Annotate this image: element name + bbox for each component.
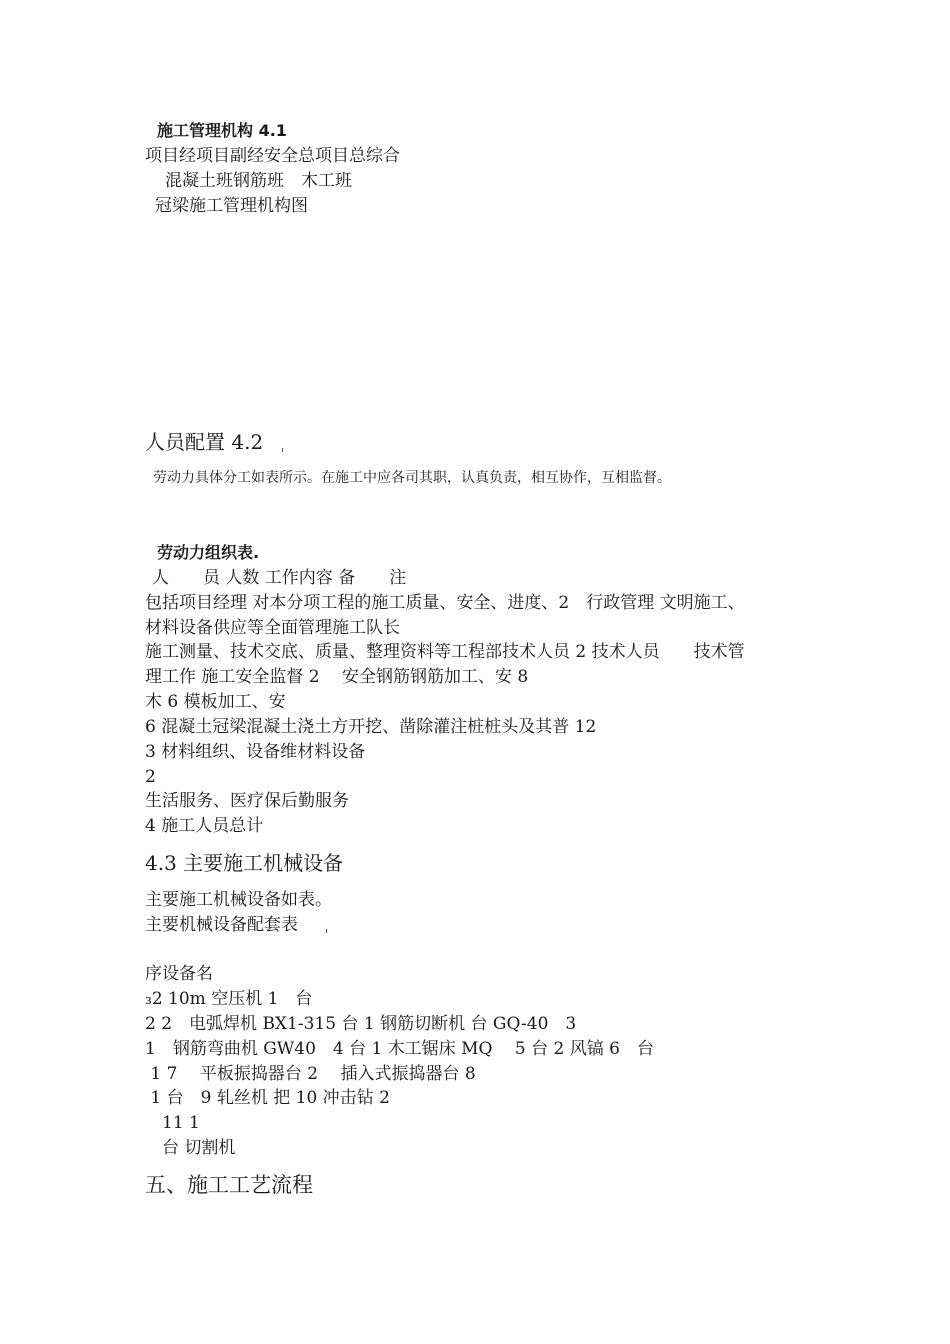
equipment-row: 1 钢筋弯曲机 GW40 4 台 1 木工锯床 MQ 5 台 2 风镐 6 台	[145, 1039, 654, 1059]
labor-row: 6 混凝土冠梁混凝土浇土方开挖、凿除灌注桩桩头及其普 12	[145, 717, 597, 737]
equipment-row: 2 2 电弧焊机 BX1-315 台 1 钢筋切断机 台 GQ-40 3	[145, 1014, 577, 1034]
org-chart-line-2: 混凝土班钢筋班 木工班	[165, 171, 352, 191]
labor-row: 4 施工人员总计	[145, 816, 264, 836]
section-43-intro: 主要施工机械设备如表。	[145, 890, 332, 910]
org-chart-caption: 冠梁施工管理机构图	[155, 196, 308, 216]
text-mark	[282, 448, 283, 452]
labor-row: 2	[145, 767, 156, 787]
labor-table-header: 人 员 人数 工作内容 备 注	[152, 568, 407, 588]
equipment-row: 1 台 9 轧丝机 把 10 冲击钻 2	[145, 1088, 390, 1108]
labor-row: 3 材料组织、设备维材料设备	[145, 742, 366, 762]
equipment-table-header: 序设备名	[145, 964, 213, 984]
labor-row: 木 6 模板加工、安	[145, 692, 286, 712]
equipment-row: 1 7 平板振捣器台 2 插入式振捣器台 8	[145, 1064, 476, 1084]
equipment-row: 11 1	[145, 1113, 200, 1133]
equipment-row: ₃2 10m 空压机 1 台	[145, 989, 313, 1009]
labor-table-title: 劳动力组织表.	[157, 543, 260, 562]
labor-row: 包括项目经理 对本分项工程的施工质量、安全、进度、2 行政管理 文明施工、	[145, 593, 745, 613]
labor-row: 材料设备供应等全面管理施工队长	[145, 618, 400, 638]
equipment-table-title: 主要机械设备配套表	[145, 915, 298, 935]
section-42-heading: 人员配置 4.2	[145, 430, 264, 454]
labor-row: 理工作 施工安全监督 2 安全钢筋钢筋加工、安 8	[145, 667, 529, 687]
org-chart-line-1: 项目经项目副经安全总项目总综合	[145, 146, 400, 166]
labor-row: 生活服务、医疗保后勤服务	[145, 791, 349, 811]
labor-row: 施工测量、技术交底、质量、整理资料等工程部技术人员 2 技术人员 技术管	[145, 642, 745, 662]
section-42-intro: 劳动力具体分工如表所示。在施工中应各司其职，认真负责，相互协作，互相监督。	[153, 470, 671, 486]
equipment-row: 台 切割机	[145, 1138, 236, 1158]
text-mark	[326, 929, 327, 933]
section-41-heading: 施工管理机构 4.1	[157, 121, 287, 140]
section-5-heading: 五、施工工艺流程	[145, 1173, 313, 1197]
section-43-heading: 4.3 主要施工机械设备	[145, 851, 344, 875]
